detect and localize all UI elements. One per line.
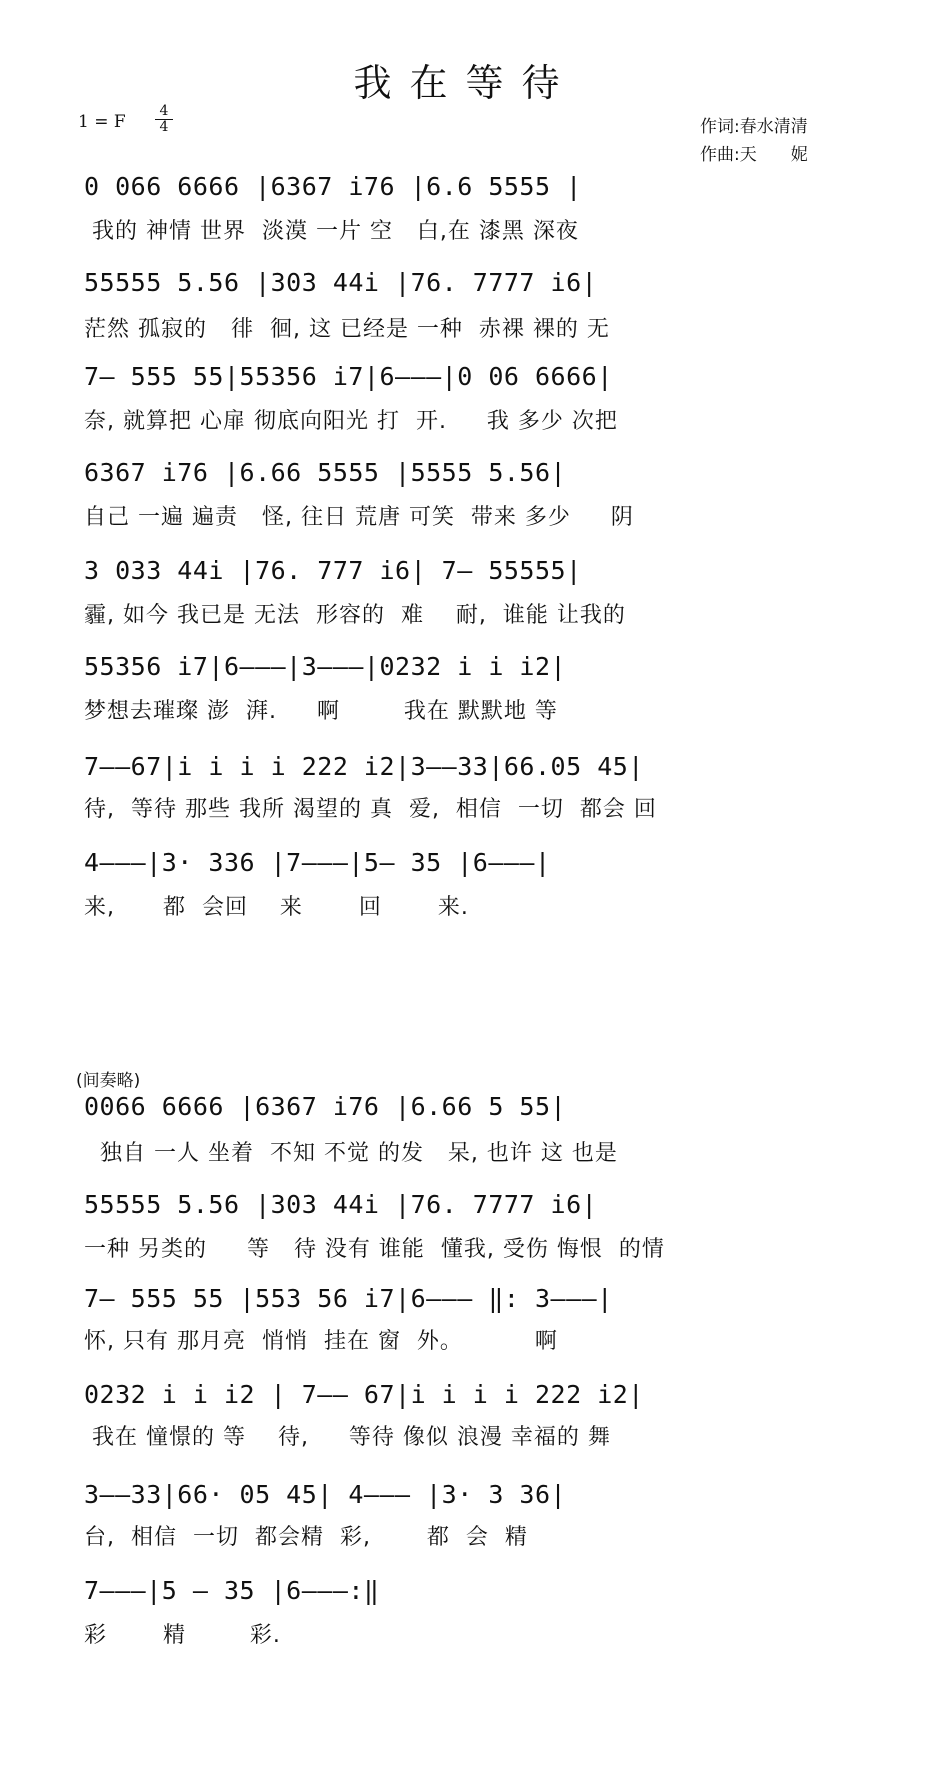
lyrics-line: 一种 另类的 等 待 没有 谁能 懂我, 受伤 悔恨 的情 [84,1237,665,1262]
lyrics-line: 彩 精 彩. [84,1623,281,1648]
composer-credit: 作曲:天 妮 [700,145,808,165]
lyrics-line: 来, 都 会回 来 回 来. [84,895,469,920]
lyrics-line: 自己 一遍 遍责 怪, 往日 荒唐 可笑 带来 多少 阴 [84,505,634,530]
notes-line: 0 066 6666 |6367 i76 |6.6 5555 | [84,172,582,201]
notes-line: 7———|5 — 35 |6———:‖ [84,1576,380,1605]
notes-line: 55555 5.56 |303 44i |76. 7777 i6| [84,1190,598,1219]
lyrics-line: 霾, 如今 我已是 无法 形容的 难 耐, 谁能 让我的 [84,603,626,628]
lyrics-line: 梦想去璀璨 澎 湃. 啊 我在 默默地 等 [84,699,558,724]
notes-line: 0066 6666 |6367 i76 |6.66 5 55| [84,1092,567,1121]
key-signature: 1 = F [78,112,126,132]
lyrics-line: 奈, 就算把 心扉 彻底向阳光 打 开. 我 多少 次把 [84,409,618,434]
notes-line: 55555 5.56 |303 44i |76. 7777 i6| [84,268,598,297]
notes-line: 3——33|66· 05 45| 4——— |3· 3 36| [84,1480,567,1509]
time-numerator: 4 [159,103,169,119]
interlude-note: (间奏略) [76,1071,141,1091]
time-denominator: 4 [155,119,173,135]
lyrics-line: 台, 相信 一切 都会精 彩, 都 会 精 [84,1525,528,1550]
time-signature [155,104,173,135]
notes-line: 55356 i7|6———|3———|0232 i i i2| [84,652,567,681]
lyrics-line: 独自 一人 坐着 不知 不觉 的发 呆, 也许 这 也是 [84,1141,618,1166]
lyrics-line: 待, 等待 那些 我所 渴望的 真 爱, 相信 一切 都会 回 [84,797,657,822]
lyricist-credit: 作词:春水清清 [700,117,808,137]
song-title: 我在等待 [353,61,578,105]
lyrics-line: 茫然 孤寂的 徘 徊, 这 已经是 一种 赤裸 裸的 无 [84,317,610,342]
notes-line: 7——67|i i i i 222 i2|3——33|66.05 45| [84,752,644,781]
notes-line: 4———|3· 336 |7———|5— 35 |6———| [84,848,551,877]
notes-line: 6367 i76 |6.66 5555 |5555 5.56| [84,458,567,487]
notes-line: 3 033 44i |76. 777 i6| 7— 55555| [84,556,582,585]
lyrics-line: 我的 神情 世界 淡漠 一片 空 白,在 漆黑 深夜 [84,219,579,244]
lyrics-line: 我在 憧憬的 等 待, 等待 像似 浪漫 幸福的 舞 [84,1425,611,1450]
notes-line: 0232 i i i2 | 7—— 67|i i i i 222 i2| [84,1380,644,1409]
notes-line: 7— 555 55 |553 56 i7|6——— ‖: 3———| [84,1284,613,1313]
lyrics-line: 怀, 只有 那月亮 悄悄 挂在 窗 外。 啊 [84,1329,558,1354]
notes-line: 7— 555 55|55356 i7|6———|0 06 6666| [84,362,613,391]
